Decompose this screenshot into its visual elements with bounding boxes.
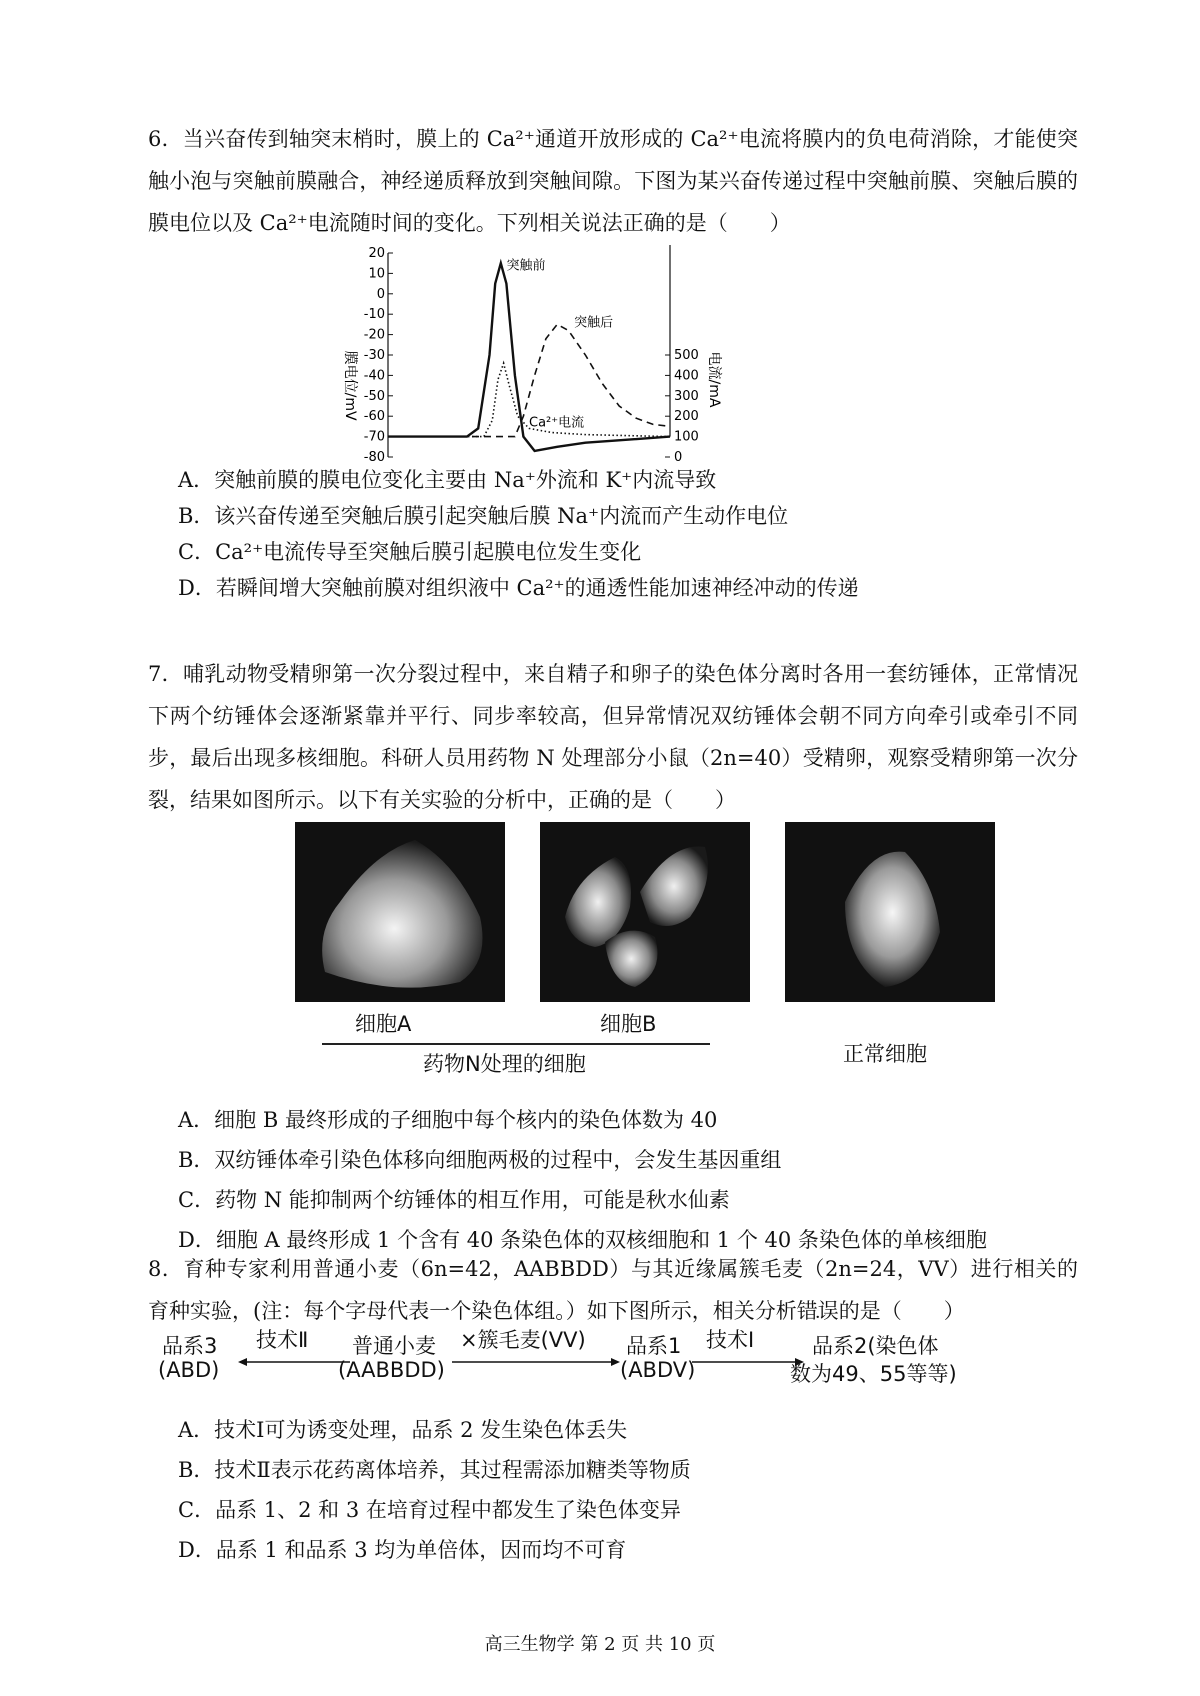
tech1-arrow: [692, 1356, 804, 1368]
q7-option-d: D．细胞 A 最终形成 1 个含有 40 条染色体的双核细胞和 1 个 40 条染色体的单核细胞: [178, 1228, 987, 1252]
y2-axis-label: 电流/mA: [706, 351, 722, 408]
normal-cell-caption: 正常细胞: [843, 1042, 927, 1066]
tech2-label: 技术Ⅱ: [256, 1328, 309, 1352]
tech2-arrow: [238, 1356, 352, 1368]
y2-tick-label: 300: [674, 388, 699, 404]
series-label-ca: Ca²⁺电流: [529, 415, 585, 431]
cell-b-micrograph: [540, 822, 750, 1002]
q6-option-b: B．该兴奋传递至突触后膜引起突触后膜 Na⁺内流而产生动作电位: [178, 504, 789, 528]
q7-option-a: A．细胞 B 最终形成的子细胞中每个核内的染色体数为 40: [178, 1108, 718, 1132]
q8-option-b: B．技术Ⅱ表示花药离体培养，其过程需添加糖类等物质: [178, 1458, 691, 1482]
y-tick-label: -50: [363, 388, 385, 404]
q8-stem-text: 8．育种专家利用普通小麦（6n=42，AABBDD）与其近缘属簇毛麦（2n=24，VV）进行相关的育种实验，(注：每个字母代表一个染色体组。）如下图所示，相关分析: [148, 1257, 1078, 1323]
cell-b-caption: 细胞B: [600, 1012, 657, 1036]
question-7-stem: 7．哺乳动物受精卵第一次分裂过程中，来自精子和卵子的染色体分离时各用一套纺锤体，正常情况下两个纺锤体会逐渐紧靠并平行、同步率较高，但异常情况双纺锤体会朝不同方向牵引或牵引不同步，最后出现多核细胞。科研人员用药物 N 处理部分小鼠（2n=40）受精卵，观察受精卵第一次分裂，结果如图所示。以下有关实验的分析中，正确的是（ ）: [148, 662, 1078, 812]
q8-option-a: A．技术Ⅰ可为诱变处理，品系 2 发生染色体丢失: [178, 1418, 628, 1442]
y-tick-label: -40: [363, 368, 385, 384]
q8-option-c: C．品系 1、2 和 3 在培育过程中都发生了染色体变异: [178, 1498, 681, 1522]
line2-label: 品系2(染色体: [812, 1334, 939, 1358]
y-tick-label: -80: [363, 450, 385, 465]
question-6-stem: 6．当兴奋传到轴突末梢时，膜上的 Ca²⁺通道开放形成的 Ca²⁺电流将膜内的负电荷消除，才能使突触小泡与突触前膜融合，神经递质释放到突触间隙。下图为某兴奋传递过程中突触前膜、突触后膜的膜电位以及 Ca²⁺电流随时间的变化。下列相关说法正确的是（ ）: [148, 127, 1078, 235]
wheat-label: 普通小麦: [352, 1334, 436, 1358]
membrane-potential-chart: [340, 245, 780, 495]
y2-tick-label: 200: [674, 409, 699, 425]
q6-option-d: D．若瞬间增大突触前膜对组织液中 Ca²⁺的通透性能加速神经冲动的传递: [178, 576, 859, 600]
cell-a-micrograph: [295, 822, 505, 1002]
y-tick-label: 0: [376, 286, 385, 302]
cross-arrow: [452, 1356, 620, 1368]
line3-genome: (ABD): [158, 1358, 220, 1382]
line1-genome: (ABDV): [620, 1358, 696, 1382]
y2-tick-label: 0: [674, 450, 683, 465]
y-tick-label: -30: [363, 348, 385, 363]
wheat-genome: (AABBDD): [338, 1358, 445, 1382]
cross-label: ×簇毛麦(VV): [460, 1328, 586, 1352]
y-tick-label: -20: [363, 327, 385, 343]
tech1-label: 技术Ⅰ: [706, 1328, 755, 1352]
q8-stem-end: 的是（ ）: [838, 1299, 965, 1323]
y-tick-label: -10: [363, 307, 385, 323]
normal-cell-micrograph: [785, 822, 995, 1002]
y2-tick-label: 400: [674, 368, 699, 384]
drug-group-caption: 药物N处理的细胞: [423, 1052, 586, 1076]
y-tick-label: 10: [368, 266, 385, 282]
y-tick-label: 20: [368, 246, 385, 261]
q6-option-c: C．Ca²⁺电流传导至突触后膜引起膜电位发生变化: [178, 540, 642, 564]
series-label-pre: 突触前: [506, 258, 546, 274]
y-axis-label: 膜电位/mV: [342, 350, 358, 421]
y2-tick-label: 100: [674, 429, 699, 445]
q7-option-c: C．药物 N 能抑制两个纺锤体的相互作用，可能是秋水仙素: [178, 1188, 730, 1212]
y-tick-label: -60: [363, 409, 385, 425]
line2-note: 数为49、55等等): [790, 1362, 957, 1386]
page-footer: 高三生物学 第 2 页 共 10 页: [484, 1634, 716, 1655]
series-label-post: 突触后: [574, 315, 614, 331]
line3-label: 品系3: [162, 1334, 218, 1358]
question-8-stem: [148, 1248, 1078, 1332]
q8-emphasis: 错误: [796, 1299, 839, 1323]
cell-a-caption: 细胞A: [355, 1012, 412, 1036]
line1-label: 品系1: [626, 1334, 682, 1358]
q8-option-d: D．品系 1 和品系 3 均为单倍体，因而均不可育: [178, 1538, 627, 1562]
breeding-flow-diagram: [150, 1330, 1050, 1400]
y-tick-label: -70: [363, 429, 385, 445]
q6-option-a: A．突触前膜的膜电位变化主要由 Na⁺外流和 K⁺内流导致: [178, 468, 717, 492]
y2-tick-label: 500: [674, 348, 699, 363]
q7-option-b: B．双纺锤体牵引染色体移向细胞两极的过程中，会发生基因重组: [178, 1148, 782, 1172]
group-divider: [322, 1043, 710, 1045]
